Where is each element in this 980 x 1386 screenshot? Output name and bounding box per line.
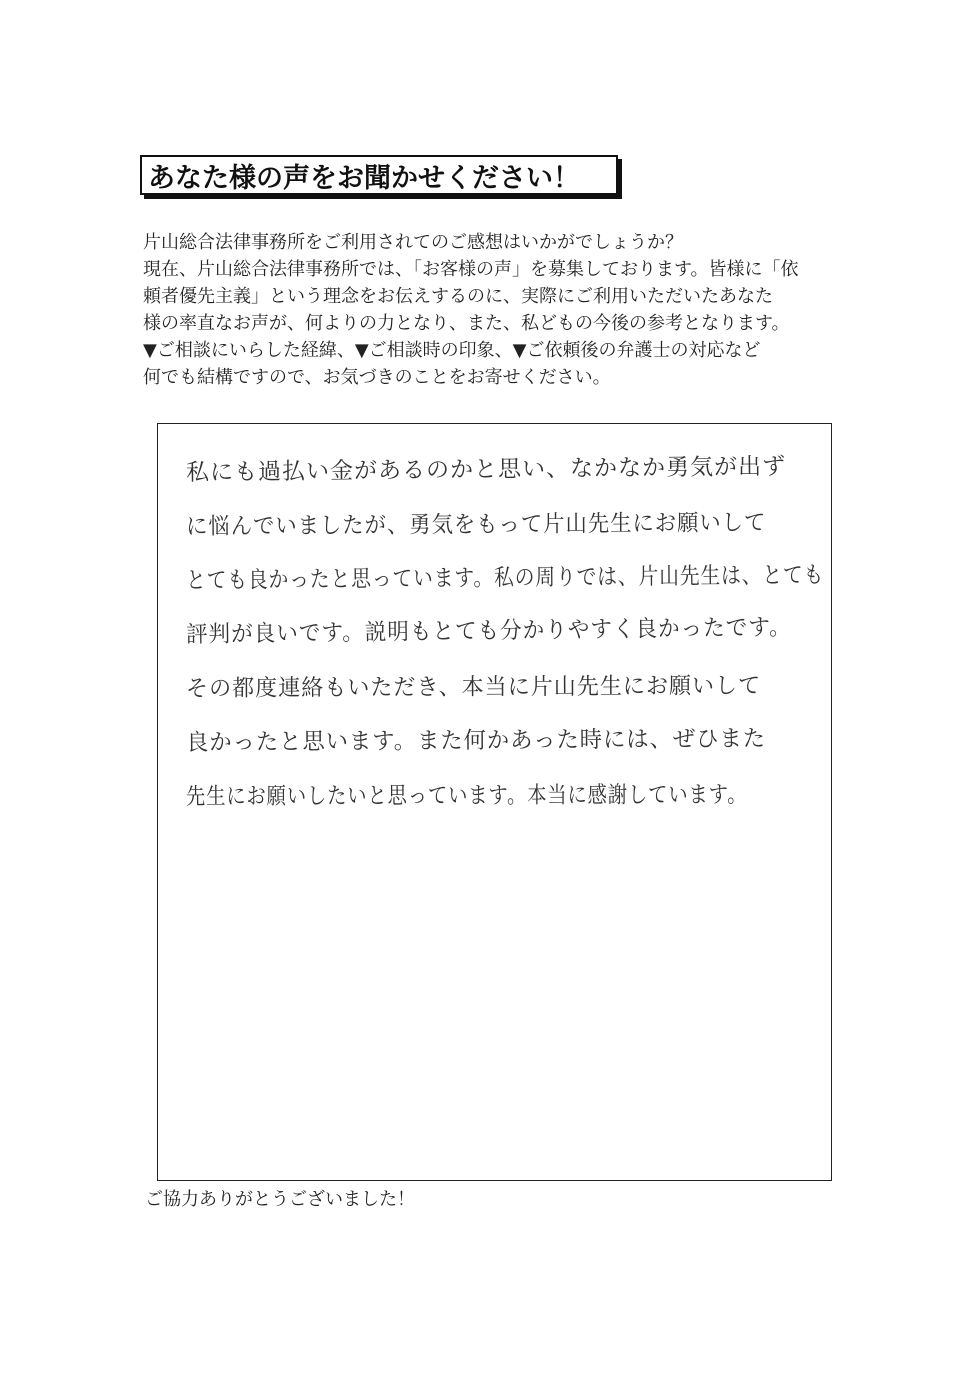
- intro-line: 何でも結構ですので、お気づきのことをお寄せください。: [143, 367, 611, 388]
- intro-line: 片山総合法律事務所をご利用されてのご感想はいかがでしょうか？: [143, 232, 683, 253]
- closing-text: ご協力ありがとうございました！: [145, 1189, 415, 1210]
- intro-line: 様の率直なお声が、何よりの力となり、また、私どもの今後の参考となります。: [143, 313, 790, 334]
- handwritten-line: その都度連絡もいただき、本当に片山先生にお願いして: [185, 672, 762, 702]
- intro-text: [143, 229, 863, 391]
- handwritten-line: とても良かったと思っています。私の周りでは、片山先生は、とても: [185, 562, 825, 594]
- intro-line: 頼者優先主義」という理念をお伝えするのに、実際にご利用いただいたあなた: [143, 286, 773, 307]
- answer-box: [157, 423, 832, 1181]
- handwritten-line: 先生にお願いしたいと思っています。本当に感謝しています。: [185, 782, 748, 810]
- intro-line: 現在、片山総合法律事務所では、「お客様の声」を募集しております。皆様に「依: [143, 259, 799, 280]
- handwritten-line: 評判が良いです。説明もとても分かりやすく良かったです。: [185, 614, 792, 648]
- handwritten-line: 私にも過払い金があるのかと思い、なかなか勇気が出ず: [185, 453, 787, 486]
- intro-line: ▼ご相談にいらした経緯、▼ご相談時の印象、▼ご依頼後の弁護士の対応など: [143, 340, 761, 361]
- page-title: あなた様の声をお聞かせください！: [148, 162, 580, 194]
- handwritten-line: 良かったと思います。また何かあった時には、ぜひまた: [185, 725, 767, 756]
- handwritten-line: に悩んでいましたが、勇気をもって片山先生にお願いして: [185, 509, 767, 540]
- title-box: [140, 155, 618, 195]
